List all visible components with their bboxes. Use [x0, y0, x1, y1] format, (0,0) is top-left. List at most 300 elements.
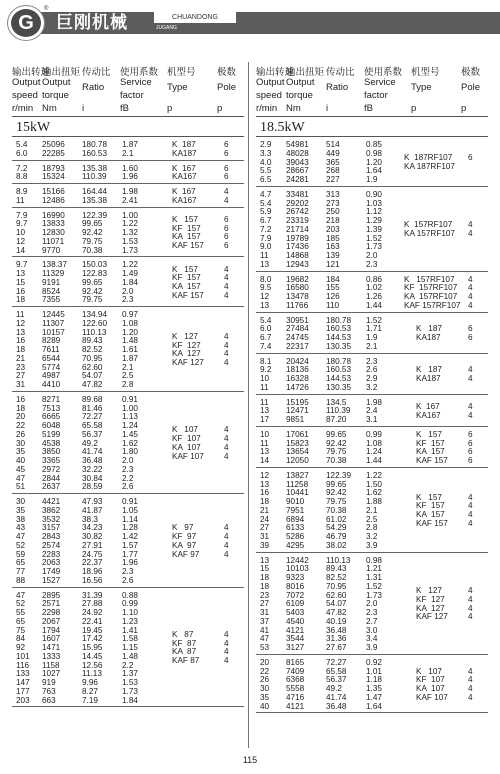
table-cell: 7.9 [16, 210, 28, 220]
table-cell: 41 [260, 625, 270, 635]
table-cell: 9.96 [82, 678, 98, 687]
table-cell: 449 [326, 148, 340, 158]
table-cell: 15166 [42, 187, 65, 196]
table-cell: 4421 [42, 497, 61, 506]
pole-cell: 4 [224, 442, 229, 452]
table-cell: 31.36 [326, 634, 347, 644]
type-cell: K 167 [416, 401, 440, 411]
pole-cell: 6 [224, 148, 229, 158]
pole-cell: 4 [468, 229, 473, 239]
table-cell: 1.08 [366, 438, 382, 448]
table-cell: 2.0 [122, 286, 134, 296]
table-cell: 10441 [286, 488, 309, 498]
table-cell: 1527 [42, 575, 61, 585]
pole-cell: 4 [224, 187, 229, 196]
table-cell: 1749 [42, 567, 61, 576]
type-cell: KAF 127 [172, 358, 204, 368]
table-cell: 133 [16, 669, 30, 679]
type-cell: KA 157 [172, 232, 201, 242]
table-cell: 2.3 [366, 356, 378, 366]
table-cell: 81.46 [82, 403, 103, 413]
type-cell: KAF 127 [416, 612, 448, 622]
table-cell: 15324 [42, 172, 65, 182]
pole-cell: 4 [224, 540, 229, 550]
table-cell: 11 [260, 251, 269, 260]
table-cell: 5.4 [16, 140, 28, 149]
type-cell: KA 187RF107 [404, 161, 455, 171]
spec-group [12, 392, 244, 494]
table-cell: 21 [16, 353, 26, 363]
table-cell: 5774 [42, 362, 61, 372]
table-cell: 92.42 [326, 488, 347, 498]
table-cell: 7.19 [82, 695, 98, 705]
page-header [0, 0, 500, 42]
table-cell: 11 [16, 310, 25, 319]
type-cell: KF 157 [172, 273, 201, 283]
table-cell: 1.84 [122, 695, 138, 705]
table-cell: 22.37 [82, 558, 103, 568]
table-cell: 1.96 [122, 172, 138, 182]
table-cell: 2972 [42, 464, 61, 474]
header-cell: torque [42, 90, 69, 101]
table-cell: 13478 [286, 292, 309, 301]
table-cell: 0.92 [366, 657, 382, 667]
table-cell: 5.4 [260, 198, 272, 208]
table-cell: 1.41 [122, 625, 138, 635]
type-cell: K 107 [172, 425, 198, 435]
table-cell: 70.95 [326, 581, 347, 591]
table-cell: 2844 [42, 473, 61, 483]
table-cell: 65.58 [82, 421, 103, 430]
table-cell: 2.41 [122, 195, 138, 205]
table-cell: 30 [16, 438, 26, 448]
table-cell: 1.80 [122, 447, 138, 457]
pole-cell: 4 [224, 523, 229, 533]
table-cell: 2843 [42, 532, 61, 541]
table-cell: 218 [326, 216, 340, 225]
table-cell: 1.52 [366, 233, 382, 243]
header-cell: p [167, 103, 173, 114]
table-cell: 38.02 [326, 540, 347, 550]
table-cell: 180.78 [326, 356, 352, 366]
header-cell: Output [256, 77, 285, 88]
table-cell: 1.98 [122, 187, 138, 196]
table-cell: 177 [16, 686, 30, 696]
table-cell: 4.0 [260, 157, 272, 167]
header-cell: factor [120, 90, 144, 101]
header-cell: speed [256, 90, 282, 101]
table-cell: 62.60 [326, 590, 347, 600]
table-cell: 20 [16, 412, 26, 422]
table-cell: 88 [16, 575, 26, 585]
table-cell: 53 [260, 643, 270, 652]
table-cell: 2.3 [122, 567, 134, 576]
table-cell: 11 [260, 438, 269, 448]
table-cell: 11 [16, 195, 25, 205]
table-cell: 135.38 [82, 195, 108, 205]
type-cell: KA 107 [172, 442, 201, 452]
table-cell: 27484 [286, 324, 309, 334]
table-cell: 126 [326, 292, 340, 301]
pole-cell: 4 [468, 365, 473, 375]
table-cell: 14 [16, 245, 26, 255]
table-cell: 17436 [286, 242, 309, 252]
type-cell: KF 157RF107 [404, 283, 458, 293]
pole-cell: 4 [224, 451, 229, 461]
table-cell: 18.96 [82, 567, 103, 576]
table-cell: 13 [260, 259, 270, 269]
table-cell: 110.13 [326, 555, 351, 565]
pole-cell: 4 [468, 586, 473, 596]
table-cell: 3.2 [366, 532, 378, 541]
header-cell: Nm [286, 103, 301, 114]
table-cell: 79.75 [82, 236, 103, 246]
table-cell: 6894 [286, 514, 305, 524]
table-cell: 31 [16, 380, 26, 389]
table-cell: 1.9 [366, 175, 378, 184]
table-cell: 10 [16, 228, 26, 237]
type-cell: K 97 [172, 523, 194, 533]
pole-cell: 4 [468, 283, 473, 293]
table-cell: 2.9 [366, 374, 378, 383]
pole-cell: 4 [468, 300, 473, 310]
table-cell: 92.42 [326, 438, 347, 448]
table-cell: 2.5 [122, 371, 134, 381]
type-cell: K 157RF107 [404, 274, 455, 284]
table-cell: 1.45 [122, 429, 138, 439]
table-cell: 12471 [286, 406, 309, 416]
pole-cell: 4 [224, 264, 229, 274]
table-cell: 121 [326, 259, 340, 269]
table-cell: 313 [326, 189, 340, 199]
pole-cell: 6 [468, 438, 473, 448]
table-cell: 2.1 [122, 148, 134, 158]
table-cell: 2.4 [366, 406, 378, 416]
table-cell: 70.38 [326, 505, 347, 515]
table-cell: 3.9 [366, 540, 378, 550]
type-cell: KA167 [172, 195, 197, 205]
table-cell: 134.94 [82, 310, 108, 319]
table-cell: 1.58 [122, 634, 138, 644]
table-cell: 1.24 [366, 447, 382, 457]
table-cell: 1.12 [366, 207, 382, 217]
table-cell: 27 [260, 523, 270, 533]
table-cell: 9.7 [16, 219, 28, 229]
header-cell: p [217, 103, 223, 114]
table-cell: 2.0 [366, 251, 378, 260]
header-cell: 使用系数 [364, 67, 403, 78]
table-cell: 1.37 [122, 669, 138, 679]
brand-name-cn: 巨刚机械 [56, 13, 128, 33]
table-cell: 13833 [42, 219, 65, 229]
table-cell: 9191 [42, 277, 61, 287]
table-cell: 2298 [42, 608, 61, 617]
table-cell: 16 [16, 336, 26, 346]
pole-cell: 4 [468, 603, 473, 613]
table-cell: 1.05 [122, 505, 138, 515]
table-cell: 1.96 [122, 558, 138, 568]
header-cell: 使用系数 [120, 67, 159, 78]
table-cell: 17 [260, 415, 270, 424]
table-cell: 1.52 [366, 581, 382, 591]
table-cell: 11258 [286, 479, 309, 489]
table-cell: 1.10 [122, 608, 138, 617]
table-cell: 11766 [286, 300, 309, 310]
type-cell: K 167 [172, 187, 196, 196]
table-cell: 45 [16, 464, 26, 474]
table-cell: 47 [260, 634, 270, 644]
table-cell: 2.2 [122, 473, 134, 483]
table-cell: 10 [260, 429, 270, 439]
right-table [256, 62, 488, 713]
header-cell: 极数 [217, 67, 237, 78]
table-cell: 1.60 [122, 163, 138, 173]
table-cell: 8.1 [260, 356, 272, 366]
table-cell: 2.8 [122, 380, 134, 389]
table-cell: 365 [326, 157, 340, 167]
table-cell: 1158 [42, 660, 60, 670]
table-cell: 2.6 [122, 575, 134, 585]
table-cell: 514 [326, 140, 340, 149]
table-cell: 59 [16, 549, 26, 559]
header-cell: Type [167, 82, 188, 93]
table-cell: 16 [260, 488, 270, 498]
table-cell: 4410 [42, 380, 61, 389]
power-section [12, 117, 244, 137]
type-cell: K 107 [416, 666, 442, 676]
table-cell: 184 [326, 274, 340, 284]
table-cell: 13 [260, 300, 270, 310]
table-cell: 1.62 [122, 438, 138, 448]
table-cell: 40 [260, 701, 270, 711]
table-cell: 11071 [42, 236, 65, 246]
column-divider [248, 62, 249, 748]
table-cell: 52 [16, 540, 26, 550]
table-cell: 18793 [42, 163, 65, 173]
table-cell: 2.1 [366, 505, 378, 515]
table-cell: 6.0 [260, 324, 272, 334]
table-cell: 1.20 [122, 327, 138, 337]
table-cell: 7951 [286, 505, 305, 515]
table-cell: 9.0 [260, 242, 272, 252]
header-cell: 传动比 [82, 67, 111, 78]
table-cell: 14868 [286, 251, 309, 260]
table-cell: 16.56 [82, 575, 103, 585]
pole-cell: 4 [468, 401, 473, 411]
type-cell: KAF 157 [172, 290, 204, 300]
pole-cell: 4 [468, 692, 473, 702]
table-cell: 4295 [286, 540, 305, 550]
pole-cell: 6 [224, 163, 229, 173]
table-cell: 3127 [286, 643, 305, 652]
table-cell: 0.86 [366, 274, 382, 284]
table-cell: 1.42 [122, 532, 138, 541]
type-cell: K 187 [416, 365, 442, 375]
power-title: 18.5kW [260, 120, 305, 135]
table-cell: 65 [16, 558, 26, 568]
pole-cell: 4 [224, 290, 229, 300]
type-cell: KA167 [416, 410, 441, 420]
table-cell: 12 [16, 318, 26, 328]
table-cell: 138.37 [42, 260, 68, 270]
header-cell: Nm [42, 103, 57, 114]
table-cell: 110.13 [82, 327, 107, 337]
table-cell: 1.73 [366, 242, 382, 252]
table-cell: 7409 [286, 666, 305, 676]
table-cell: 1.15 [122, 643, 138, 652]
table-cell: 54.29 [326, 523, 347, 533]
table-cell: 23 [16, 362, 26, 372]
table-cell: 30 [260, 684, 270, 693]
spec-group [256, 655, 488, 714]
spec-group [256, 272, 488, 313]
type-cell: KA 127 [416, 603, 445, 613]
table-cell: 763 [42, 686, 56, 696]
table-cell: 130.35 [326, 341, 352, 351]
type-cell: KF 127 [172, 340, 201, 350]
table-cell: 2.8 [366, 523, 378, 533]
table-cell: 3.9 [366, 643, 378, 652]
table-cell: 1.44 [366, 300, 382, 310]
pole-cell: 4 [468, 274, 473, 284]
table-cell: 2.3 [122, 295, 134, 305]
table-cell: 1.21 [366, 564, 382, 574]
table-cell: 110.39 [326, 406, 351, 416]
table-cell: 1.49 [122, 269, 138, 278]
table-cell: 36.48 [326, 625, 347, 635]
table-cell: 26 [16, 429, 26, 439]
table-cell: 110 [326, 300, 340, 310]
pole-cell: 4 [224, 638, 229, 648]
table-cell: 99.65 [326, 429, 347, 439]
pole-cell: 4 [468, 612, 473, 622]
brand-sub: JUGANG [156, 25, 177, 31]
table-cell: 18 [16, 403, 26, 413]
table-cell: 31 [260, 608, 270, 617]
table-cell: 17.42 [82, 634, 103, 644]
table-cell: 7.4 [260, 341, 272, 351]
table-cell: 11 [260, 397, 269, 407]
table-cell: 0.99 [366, 429, 382, 439]
table-cell: 70.38 [82, 245, 103, 255]
table-cell: 110.39 [82, 172, 107, 182]
table-cell: 13 [260, 447, 270, 457]
table-cell: 3.0 [366, 625, 378, 635]
table-cell: 1.53 [122, 678, 138, 687]
table-cell: 1.13 [122, 412, 138, 422]
table-cell: 6048 [42, 421, 61, 430]
table-cell: 70.38 [326, 456, 347, 465]
table-cell: 6.7 [260, 333, 272, 342]
table-cell: 4540 [286, 616, 305, 626]
table-cell: 8.9 [16, 187, 28, 196]
table-cell: 54981 [286, 140, 309, 149]
table-cell: 5286 [286, 532, 305, 541]
table-cell: 3850 [42, 447, 61, 457]
table-cell: 47.82 [326, 608, 347, 617]
table-cell: 35 [260, 692, 270, 702]
table-cell: 4121 [286, 701, 305, 711]
table-cell: 116 [16, 660, 30, 670]
type-cell: KAF 157RF107 [404, 300, 461, 310]
table-cell: 1.14 [122, 514, 138, 524]
header-cell: Output [286, 77, 315, 88]
table-cell: 1.22 [366, 470, 382, 480]
registered-mark: ® [44, 6, 49, 12]
table-cell: 0.98 [366, 148, 382, 158]
table-cell: 1607 [42, 634, 61, 644]
table-cell: 1.73 [122, 245, 138, 255]
table-cell: 8165 [286, 657, 305, 667]
table-cell: 2571 [42, 599, 61, 609]
type-cell: KA 157 [416, 510, 445, 520]
table-cell: 79.75 [326, 497, 347, 506]
table-cell: 8.27 [82, 686, 98, 696]
table-cell: 7611 [42, 345, 60, 354]
table-cell: 43 [16, 523, 26, 533]
table-header [256, 62, 488, 117]
table-cell: 2.6 [366, 365, 378, 375]
table-cell: 7072 [286, 590, 305, 600]
table-cell: 15195 [286, 397, 309, 407]
header-cell: r/min [256, 103, 278, 114]
type-cell: K 127 [172, 331, 198, 341]
spec-group [12, 208, 244, 258]
table-cell: 134.5 [326, 397, 347, 407]
table-cell: 92.42 [82, 286, 103, 296]
table-cell: 5199 [42, 429, 61, 439]
table-cell: 20 [260, 657, 270, 667]
header-cell: p [411, 103, 417, 114]
table-cell: 2.3 [366, 259, 378, 269]
table-cell: 122.39 [326, 470, 352, 480]
header-cell: factor [364, 90, 388, 101]
table-cell: 1.53 [122, 236, 138, 246]
table-cell: 155 [326, 283, 340, 293]
type-cell: KA187 [416, 333, 441, 342]
table-cell: 6368 [286, 675, 305, 685]
pole-cell: 4 [224, 195, 229, 205]
table-cell: 1027 [42, 669, 61, 679]
table-cell: 1.62 [366, 488, 382, 498]
table-cell: 22 [16, 421, 26, 430]
header-cell: fB [120, 103, 129, 114]
spec-group [12, 307, 244, 392]
table-cell: 2067 [42, 616, 61, 626]
table-cell: 39 [260, 540, 270, 550]
table-cell: 34.23 [82, 523, 103, 533]
header-cell: r/min [12, 103, 34, 114]
table-cell: 5558 [286, 684, 305, 693]
table-cell: 29202 [286, 198, 309, 208]
table-cell: 9.2 [260, 365, 272, 375]
table-cell: 1.73 [366, 590, 382, 600]
type-cell: K 157 [172, 264, 198, 274]
table-header [12, 62, 244, 117]
table-cell: 1.48 [122, 336, 138, 346]
table-cell: 24 [260, 514, 270, 524]
table-cell: 24.92 [82, 608, 103, 617]
table-cell: 24.75 [82, 549, 103, 559]
table-cell: 16 [16, 286, 26, 296]
table-cell: 19789 [286, 233, 309, 243]
table-cell: 144.53 [326, 333, 352, 342]
type-cell: KF 107 [172, 434, 201, 444]
type-cell: K 187 [172, 140, 196, 149]
table-cell: 27.67 [326, 643, 347, 652]
table-cell: 16580 [286, 283, 309, 293]
table-cell: 2574 [42, 540, 61, 550]
